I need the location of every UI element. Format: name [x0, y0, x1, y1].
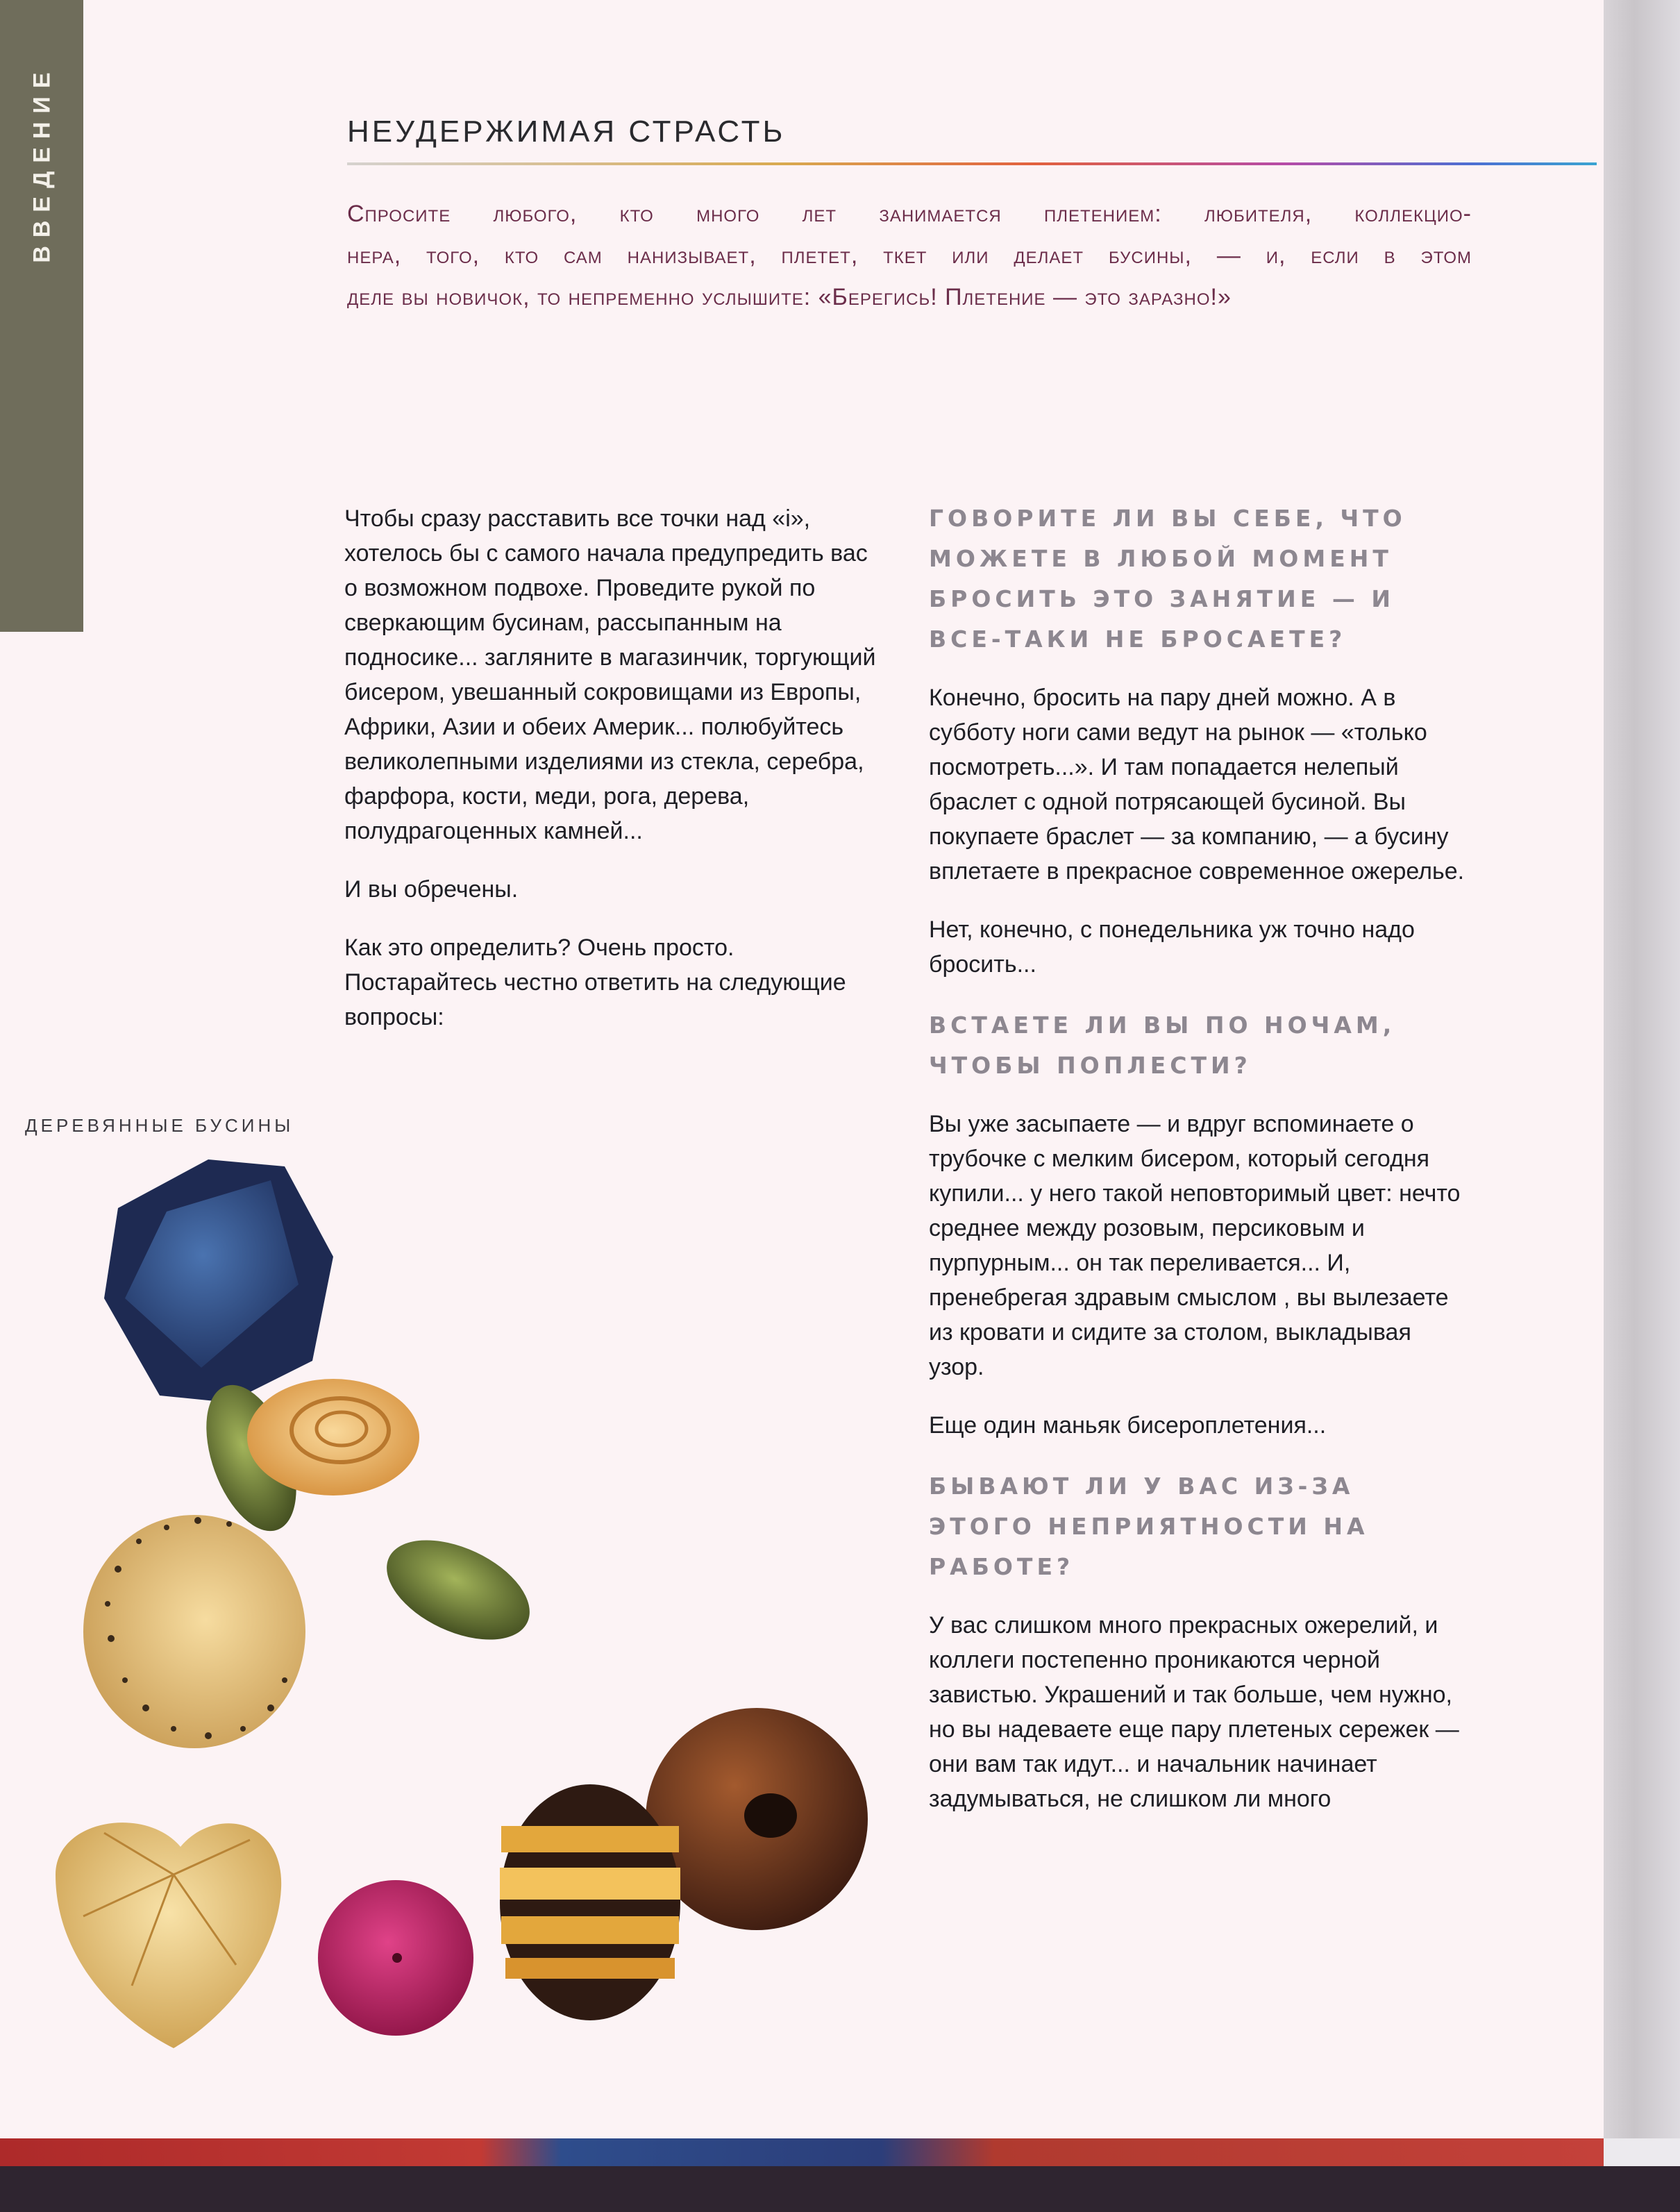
blue-cube-bead — [104, 1159, 333, 1402]
left-column — [344, 501, 886, 1058]
question-heading: ГОВОРИТЕ ЛИ ВЫ СЕБЕ, ЧТО МОЖЕТЕ В ЛЮБОЙ МОМЕНТ БРОСИТЬ ЭТО ЗАНЯТИЕ — И ВСЕ-ТАКИ НЕ БРОСАЕТЕ? — [929, 505, 1406, 653]
scan-shadow — [0, 2166, 1680, 2212]
figure-caption: ДЕРЕВЯННЫЕ БУСИНЫ — [25, 1115, 294, 1136]
body-paragraph: И вы обречены. — [344, 876, 519, 903]
speckled-cream-bead — [83, 1515, 305, 1748]
book-binding-edge — [1604, 0, 1680, 2138]
right-column — [929, 498, 1470, 1840]
question-heading: ВСТАЕТЕ ЛИ ВЫ ПО НОЧАМ, ЧТОБЫ ПОПЛЕСТИ? — [929, 1012, 1396, 1079]
green-olive-bead — [371, 1520, 545, 1660]
body-paragraph: У вас слишком много прекрасных ожерелий, и коллеги постепенно проникаются черной завистью. Украшений и так больше, чем нужно, но вы надеваете еще пару плетеных сережек — они вам так идут... и начальник начинает задумываться, не слишком ли много — [929, 1612, 1459, 1812]
body-paragraph: Чтобы сразу расставить все точки над «i», хотелось бы с самого начала предупредить вас о возможном подвохе. Проведите рукой по сверкающим бусинам, рассыпанным на подносике... загляните в магазинчик, торгующий бисером, увешанный сокровищами из Европы, Африки, Азии и обеих Америк... полюбуйтесь великолепными изделиями из стекла, серебра, фарфора, кости, меди, рога, дерева, полудрагоценных камней... — [344, 505, 876, 844]
body-paragraph: Нет, конечно, с понедельника уж точно надо бросить... — [929, 916, 1415, 978]
intro-line: деле вы новичок, то непременно услышите: «Берегись! Плетение — это заразно!» — [347, 284, 1232, 310]
magenta-disc-bead — [318, 1880, 473, 2036]
intro-line: нера, того, кто сам нанизывает, плетет, ткет или делает бусины, — и, если в этом — [347, 242, 1472, 269]
title-rule — [347, 162, 1597, 165]
intro-paragraph — [347, 193, 1472, 318]
carved-rose-bead — [247, 1379, 419, 1495]
body-paragraph: Еще один маньяк бисероплетения... — [929, 1412, 1327, 1439]
page-title: НЕУДЕРЖИМАЯ СТРАСТЬ — [347, 115, 786, 149]
body-paragraph: Конечно, бросить на пару дней можно. А в субботу ноги сами ведут на рынок — «только посмотреть...». И там попадается нелепый браслет с одной потрясающей бусиной. Вы покупаете браслет — за компанию, — а бусину вплетаете в прекрасное современное ожерелье. — [929, 685, 1465, 885]
striped-barrel-bead — [500, 1784, 680, 2020]
body-paragraph: Как это определить? Очень просто. Постарайтесь честно ответить на следующие вопросы: — [344, 935, 846, 1030]
intro-line: Спросите любого, кто много лет занимается плетением: любителя, коллекцио- — [347, 201, 1472, 227]
heart-bead — [56, 1823, 281, 2048]
wooden-beads-illustration — [42, 1153, 889, 2069]
body-paragraph: Вы уже засыпаете — и вдруг вспоминаете о трубочке с мелким бисером, который сегодня купили... у него такой неповторимый цвет: нечто среднее между розовым, персиковым и пурпурным... он так переливается... И, пренебрегая здравым смыслом , вы вылезаете из кровати и сидите за столом, выкладывая узор. — [929, 1111, 1461, 1380]
question-heading: БЫВАЮТ ЛИ У ВАС ИЗ-ЗА ЭТОГО НЕПРИЯТНОСТИ НА РАБОТЕ? — [929, 1473, 1369, 1580]
book-bottom-band — [0, 2138, 1604, 2166]
section-spine-tab — [0, 0, 83, 632]
spine-label: ВВЕДЕНИЕ — [28, 63, 56, 263]
